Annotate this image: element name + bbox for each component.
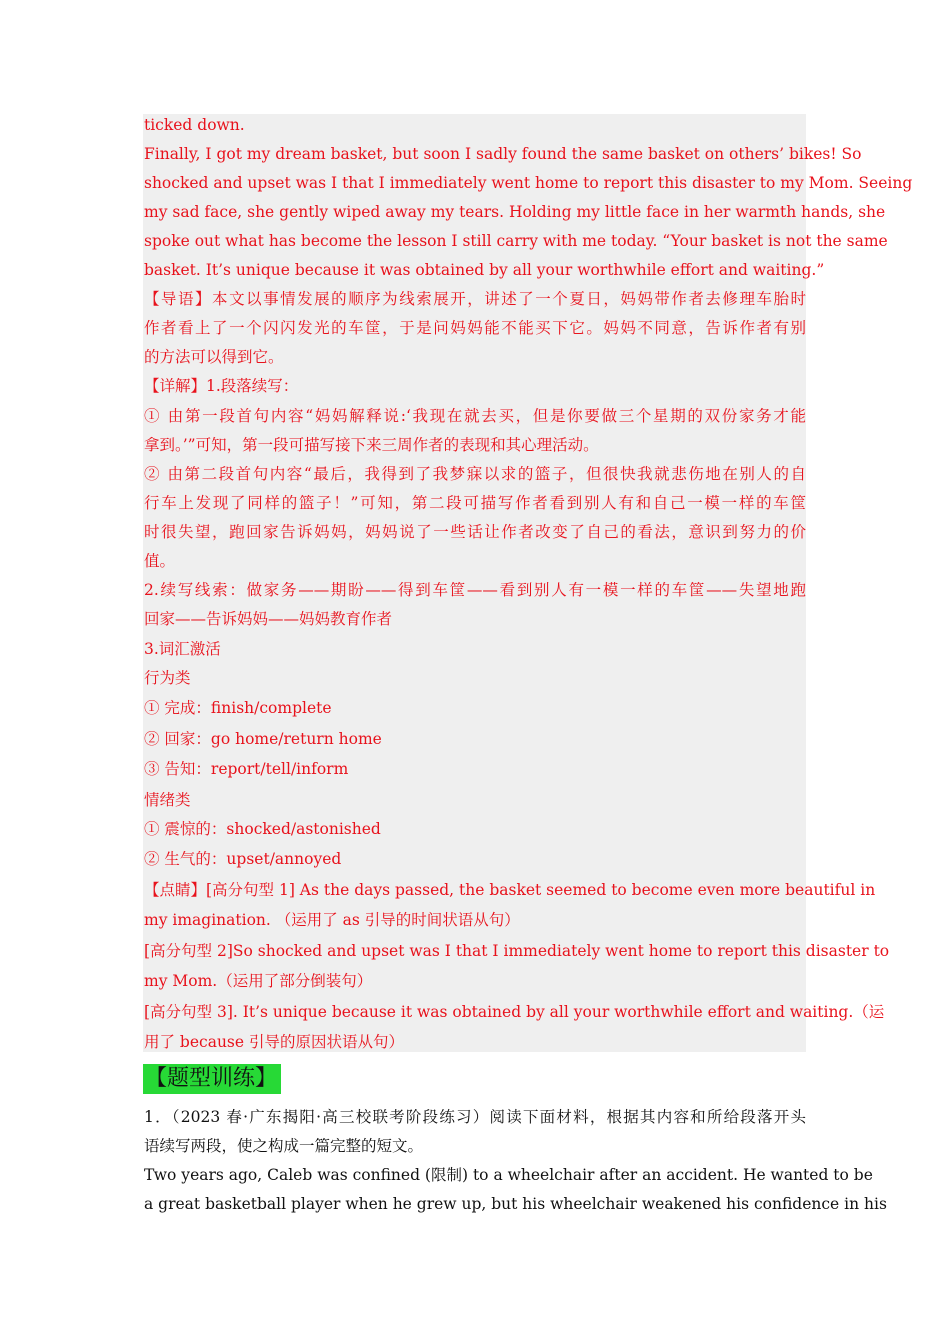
answer-line: [高分句型 3]. It’s unique because it was obtained by all your worthwhile effort and waiting.（运 <box>144 1003 885 1021</box>
answer-line: 2.续写线索：做家务——期盼——得到车筐——看到别人有一模一样的车筐——失望地跑 <box>144 581 806 599</box>
answer-line: [高分句型 2]So shocked and upset was I that I immediately went home to report this disaster to <box>144 942 890 960</box>
answer-line: 用了 because 引导的原因状语从句） <box>144 1033 404 1051</box>
answer-line: ① 由第一段首句内容“妈妈解释说:‘我现在就去买，但是你要做三个星期的双份家务才能 <box>144 407 806 425</box>
answer-line: ② 由第二段首句内容“最后，我得到了我梦寐以求的篮子，但很快我就悲伤地在别人的自 <box>144 465 806 483</box>
answer-line: 【详解】1.段落续写： <box>144 377 299 395</box>
answer-line: 行为类 <box>144 669 191 687</box>
question-line: 1．（2023 春·广东揭阳·高三校联考阶段练习）阅读下面材料，根据其内容和所给段落开头 <box>144 1108 806 1126</box>
section-heading: 【题型训练】 <box>143 1064 281 1094</box>
answer-line: 【点睛】[高分句型 1] As the days passed, the basket seemed to become even more beautiful in <box>144 881 876 899</box>
answer-line: 【导语】本文以事情发展的顺序为线索展开，讲述了一个夏日，妈妈带作者去修理车胎时 <box>144 290 806 308</box>
answer-line: 情绪类 <box>144 791 191 809</box>
question-line: Two years ago, Caleb was confined (限制) to a wheelchair after an accident. He wanted to be <box>144 1166 873 1184</box>
answer-line: basket. It’s unique because it was obtained by all your worthwhile effort and waiting.” <box>144 261 825 279</box>
answer-line: 作者看上了一个闪闪发光的车筐，于是问妈妈能不能买下它。妈妈不同意，告诉作者有别 <box>144 319 806 337</box>
question-line: 语续写两段，使之构成一篇完整的短文。 <box>144 1137 424 1155</box>
answer-line: 行车上发现了同样的篮子！”可知，第二段可描写作者看到别人有和自己一模一样的车筐 <box>144 494 806 512</box>
answer-line: 3.词汇激活 <box>144 640 221 658</box>
answer-line: 拿到。’”可知，第一段可描写接下来三周作者的表现和其心理活动。 <box>144 436 599 454</box>
answer-line: 值。 <box>144 552 176 570</box>
answer-line: ① 震惊的：shocked/astonished <box>144 820 381 838</box>
answer-line: ③ 告知：report/tell/inform <box>144 760 349 778</box>
answer-line: my sad face, she gently wiped away my tears. Holding my little face in her warmth hands, she <box>144 203 886 221</box>
answer-line: my imagination. （运用了 as 引导的时间状语从句） <box>144 911 520 929</box>
answer-line: shocked and upset was I that I immediately went home to report this disaster to my Mom. Seeing <box>144 174 913 192</box>
answer-line: ② 回家：go home/return home <box>144 730 382 748</box>
answer-line: 的方法可以得到它。 <box>144 348 284 366</box>
answer-line: ② 生气的：upset/annoyed <box>144 850 342 868</box>
answer-line: 时很失望，跑回家告诉妈妈，妈妈说了一些话让作者改变了自己的看法，意识到努力的价 <box>144 523 806 541</box>
answer-line: my Mom.（运用了部分倒装句） <box>144 972 373 990</box>
answer-line: ① 完成：finish/complete <box>144 699 332 717</box>
answer-line: 回家——告诉妈妈——妈妈教育作者 <box>144 610 393 628</box>
answer-line: ticked down. <box>144 116 245 134</box>
answer-line: Finally, I got my dream basket, but soon I sadly found the same basket on others’ bikes! So <box>144 145 862 163</box>
question-line: a great basketball player when he grew up, but his wheelchair weakened his confidence in his <box>144 1195 887 1213</box>
answer-line: spoke out what has become the lesson I still carry with me today. “Your basket is not the same <box>144 232 888 250</box>
